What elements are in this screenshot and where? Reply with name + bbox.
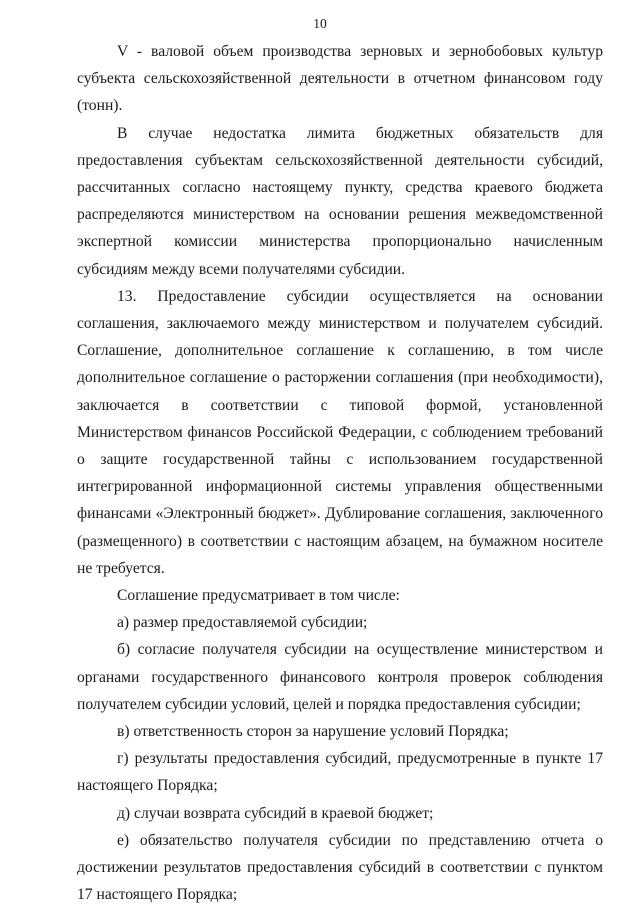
list-item-b: б) согласие получателя субсидии на осуществление министерством и органами государственного финансового контроля проверок соблюдения получателем субсидии условий, целей и порядка предоставления субсидии; — [77, 641, 603, 713]
document-body — [77, 38, 603, 909]
list-item-g: г) результаты предоставления субсидий, предусмотренные в пункте 17 настоящего Порядка; — [77, 750, 603, 795]
list-item-d: д) случаи возврата субсидий в краевой бюджет; — [117, 804, 434, 822]
list-item-v: в) ответственность сторон за нарушение условий Порядка; — [117, 723, 509, 741]
paragraph-item-13: 13. Предоставление субсидии осуществляется на основании соглашения, заключаемого между министерством и получателем субсидий. Соглашение, дополнительное соглашение к соглашению, в том числе дополнительное соглашение о расторжении соглашения (при необходимости), заключается в соответствии с типовой формой, установленной Министерством финансов Российской Федерации, с соблюдением требований о защите государственной тайны с использованием государственной интегрированной информационной системы управления общественными финансами «Электронный бюджет». Дублирование соглашения, заключенного (размещенного) в соответствии с настоящим абзацем, на бумажном носителе не требуется. — [77, 287, 603, 577]
list-item-a: а) размер предоставляемой субсидии; — [117, 614, 368, 632]
list-item-e: е) обязательство получателя субсидии по представлению отчета о достижении результатов предоставления субсидий в соответствии с пунктом 17 настоящего Порядка; — [77, 831, 603, 904]
paragraph-agreement-intro: Соглашение предусматривает в том числе: — [117, 587, 400, 605]
page-number: 10 — [313, 16, 327, 31]
paragraph-v-definition: V - валовой объем производства зерновых и зернобобовых культур субъекта сельскохозяйственной деятельности в отчетном финансовом году (тонн). — [77, 43, 603, 115]
paragraph-budget-shortage: В случае недостатка лимита бюджетных обязательств для предоставления субъектам сельскохозяйственной деятельности субсидий, рассчитанных согласно настоящему пункту, средства краевого бюджета распределяются министерством на основании решения межведомственной экспертной комиссии министерства пропорционально начисленным субсидиям между всеми получателями субсидии. — [77, 124, 603, 278]
